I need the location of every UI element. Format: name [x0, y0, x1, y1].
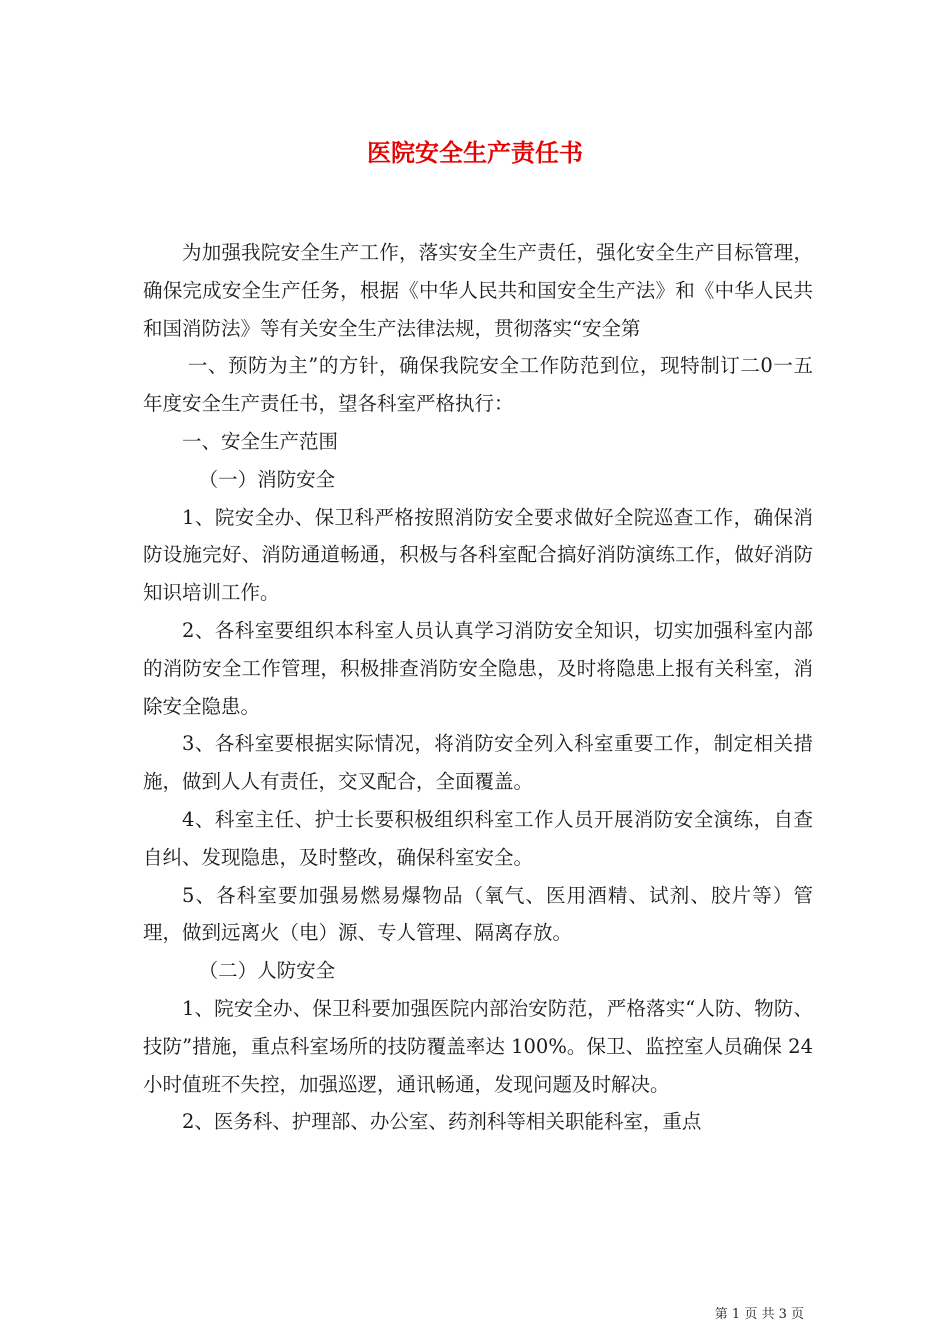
- fire-item-4: 4、科室主任、护士长要积极组织科室工作人员开展消防安全演练，自查自纠、发现隐患，及时整改，确保科室安全。: [143, 807, 813, 869]
- subsection-heading-personnel: （二）人防安全: [198, 959, 336, 983]
- fire-item-5: 5、各科室要加强易燃易爆物品（氧气、医用酒精、试剂、胶片等）管理，做到远离火（电）源、专人管理、隔离存放。: [143, 883, 813, 945]
- page-number: 第 1 页 共 3 页: [714, 1307, 804, 1322]
- intro-paragraph: 为加强我院安全生产工作，落实安全生产责任，强化安全生产目标管理，确保完成安全生产任务，根据《中华人民共和国安全生产法》和《中华人民共和国消防法》等有关安全生产法律法规，贯彻落实“安全第: [143, 241, 813, 340]
- personnel-item-1: 1、院安全办、保卫科要加强医院内部治安防范，严格落实“人防、物防、技防”措施，重点科室场所的技防覆盖率达 100%。保卫、监控室人员确保 24 小时值班不失控，加强巡逻，通讯畅通，发现问题及时解决。: [143, 996, 813, 1096]
- personnel-item-2: 2、医务科、护理部、办公室、药剂科等相关职能科室，重点: [182, 1110, 702, 1134]
- fire-item-3: 3、各科室要根据实际情况，将消防安全列入科室重要工作，制定相关措施，做到人人有责任，交叉配合，全面覆盖。: [143, 732, 813, 794]
- policy-paragraph: 一、预防为主”的方针，确保我院安全工作防范到位，现特制订二0一五年度安全生产责任书，望各科室严格执行：: [143, 354, 813, 416]
- fire-item-1: 1、院安全办、保卫科严格按照消防安全要求做好全院巡查工作，确保消防设施完好、消防通道畅通，积极与各科室配合搞好消防演练工作，做好消防知识培训工作。: [143, 505, 813, 605]
- subsection-heading-fire: （一）消防安全: [198, 467, 336, 491]
- document-title: 医院安全生产责任书: [367, 138, 583, 167]
- fire-item-2: 2、各科室要组织本科室人员认真学习消防安全知识，切实加强科室内部的消防安全工作管理，积极排查消防安全隐患，及时将隐患上报有关科室，消除安全隐患。: [143, 618, 813, 718]
- section-heading-scope: 一、安全生产范围: [182, 429, 339, 453]
- document-body: [143, 234, 813, 1141]
